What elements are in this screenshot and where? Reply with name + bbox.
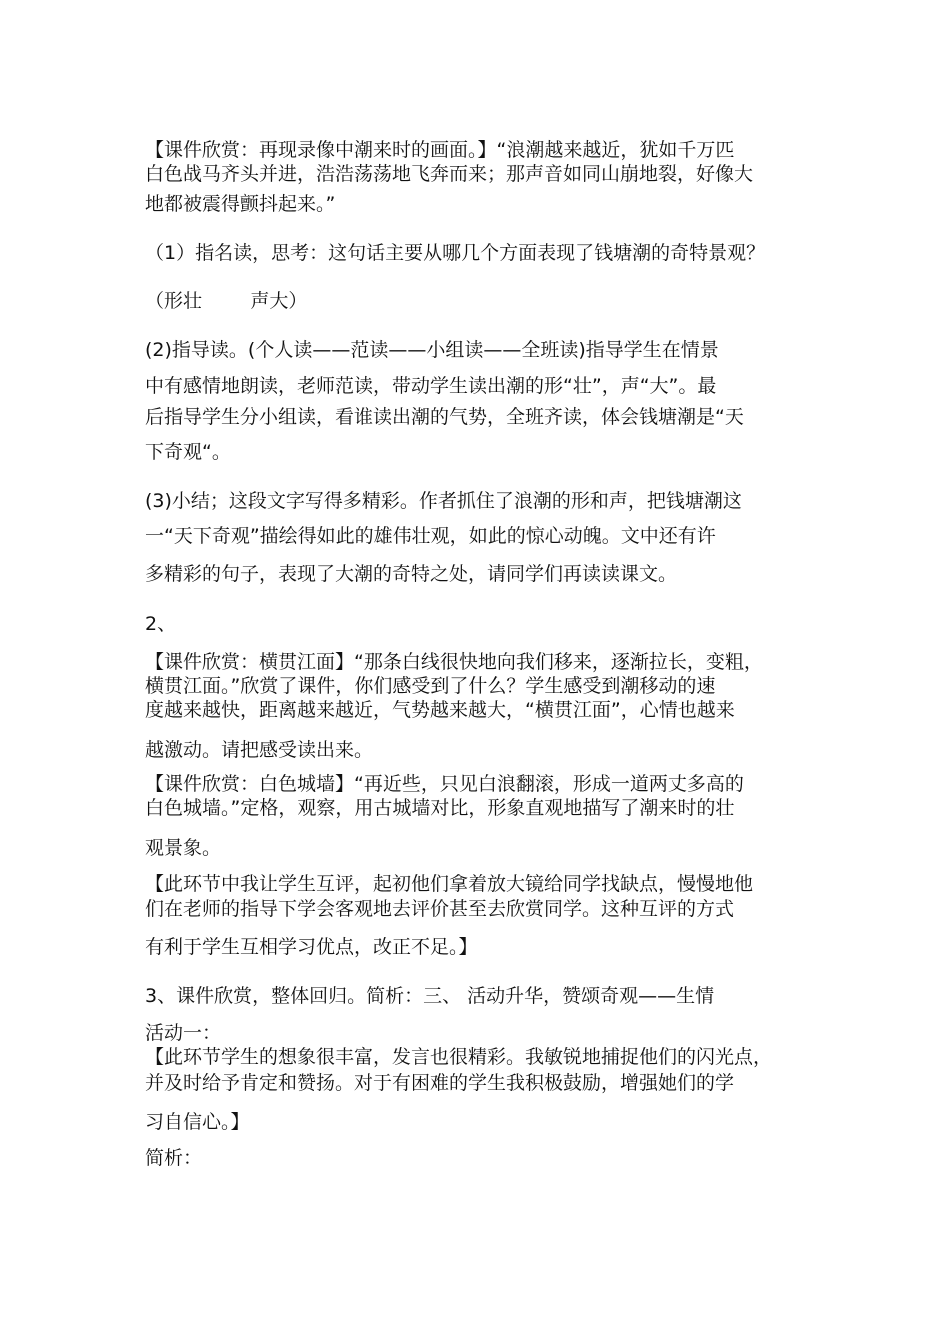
text-line: 多精彩的句子，表现了大潮的奇特之处，请同学们再读读课文。 — [145, 563, 678, 585]
text-line: 2、 — [145, 613, 177, 635]
text-line: 习自信心。】 — [145, 1111, 250, 1133]
text-line: 活动一： — [145, 1022, 222, 1044]
text-line: 越激动。请把感受读出来。 — [145, 739, 374, 761]
text-line: 有利于学生互相学习优点，改正不足。】 — [145, 936, 478, 958]
text-line: 3、课件欣赏，整体回归。简析：三、 活动升华，赞颂奇观——生情 — [145, 985, 715, 1007]
text-line: 中有感情地朗读，老师范读，带动学生读出潮的形“壮”，声“大”。最 — [145, 375, 717, 397]
text-line: 白色城墙。”定格，观察，用古城墙对比，形象直观地描写了潮来时的壮 — [145, 797, 735, 819]
text-line: 【课件欣赏：白色城墙】“再近些，只见白浪翻滚，形成一道两丈多高的 — [145, 773, 744, 795]
text-line: （形壮 声大） — [145, 290, 308, 312]
text-line: 地都被震得颤抖起来。” — [145, 193, 336, 215]
text-line: 们在老师的指导下学会客观地去评价甚至去欣赏同学。这种互评的方式 — [145, 898, 735, 920]
text-line: 简析： — [145, 1147, 203, 1169]
text-line: 【课件欣赏：横贯江面】“那条白线很快地向我们移来，逐渐拉长，变粗， — [145, 651, 763, 673]
text-line: 【课件欣赏：再现录像中潮来时的画面。】“浪潮越来越近，犹如千万匹 — [145, 139, 735, 161]
text-line: 【此环节学生的想象很丰富，发言也很精彩。我敏锐地捕捉他们的闪光点， — [145, 1046, 773, 1068]
text-line: 并及时给予肯定和赞扬。对于有困难的学生我积极鼓励，增强她们的学 — [145, 1072, 735, 1094]
text-line: (2)指导读。(个人读——范读——小组读——全班读)指导学生在情景 — [145, 339, 719, 361]
text-line: 下奇观“。 — [145, 441, 231, 463]
text-line: 横贯江面。”欣赏了课件，你们感受到了什么？学生感受到潮移动的速 — [145, 675, 716, 697]
text-line: 一“天下奇观”描绘得如此的雄伟壮观，如此的惊心动魄。文中还有许 — [145, 525, 716, 547]
text-line: 白色战马齐头并进，浩浩荡荡地飞奔而来；那声音如同山崩地裂，好像大 — [145, 163, 754, 185]
text-line: 后指导学生分小组读，看谁读出潮的气势，全班齐读，体会钱塘潮是“天 — [145, 406, 744, 428]
text-line: (3)小结；这段文字写得多精彩。作者抓住了浪潮的形和声，把钱塘潮这 — [145, 490, 742, 512]
text-line: 【此环节中我让学生互评，起初他们拿着放大镜给同学找缺点，慢慢地他 — [145, 873, 754, 895]
text-line: 度越来越快，距离越来越近，气势越来越大，“横贯江面”，心情也越来 — [145, 699, 735, 721]
text-line: 观景象。 — [145, 837, 222, 859]
text-line: （1）指名读，思考：这句话主要从哪几个方面表现了钱塘潮的奇特景观？ — [145, 242, 766, 264]
